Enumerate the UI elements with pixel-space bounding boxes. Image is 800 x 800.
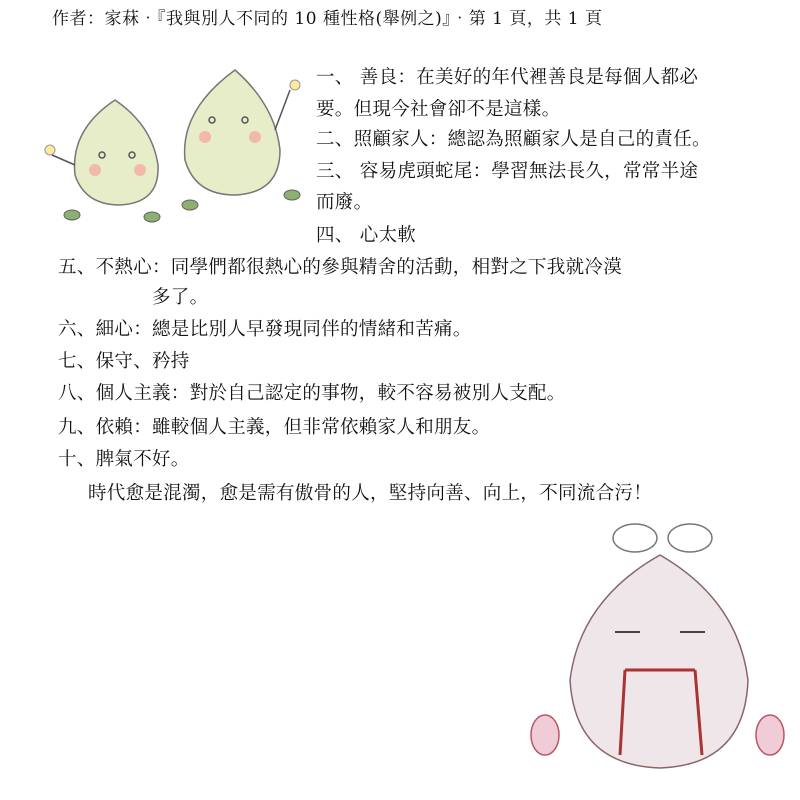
list-item: 三、 容易虎頭蛇尾：學習無法長久，常常半途	[316, 161, 699, 182]
crying-character-illustration	[520, 520, 790, 795]
list-item: 多了。	[152, 287, 209, 308]
list-item: 要。但現今社會卻不是這樣。	[316, 99, 561, 120]
list-item: 十、脾氣不好。	[58, 449, 190, 470]
list-item: 七、保守、矜持	[58, 351, 190, 372]
list-item: 而廢。	[316, 192, 373, 213]
list-item: 二、照顧家人：總認為照顧家人是自己的責任。	[316, 129, 711, 150]
list-item: 四、 心太軟	[316, 225, 417, 246]
two-characters-illustration	[40, 55, 310, 235]
list-item: 六、細心：總是比別人早發現同伴的情緒和苦痛。	[58, 319, 472, 340]
list-item: 五、不熱心：同學們都很熱心的參與精舍的活動，相對之下我就冷漠	[58, 257, 623, 278]
list-item: 一、 善良：在美好的年代裡善良是每個人都必	[316, 67, 699, 88]
list-item: 九、依賴：雖較個人主義，但非常依賴家人和朋友。	[58, 417, 491, 438]
closing-line: 時代愈是混濁，愈是需有傲骨的人，堅持向善、向上，不同流合污！	[88, 483, 653, 504]
list-item: 八、個人主義：對於自己認定的事物，較不容易被別人支配。	[58, 383, 566, 404]
page-header: 作者：家菻‧『我與別人不同的 10 種性格(舉例之)』‧第 1 頁，共 1 頁	[52, 9, 603, 29]
